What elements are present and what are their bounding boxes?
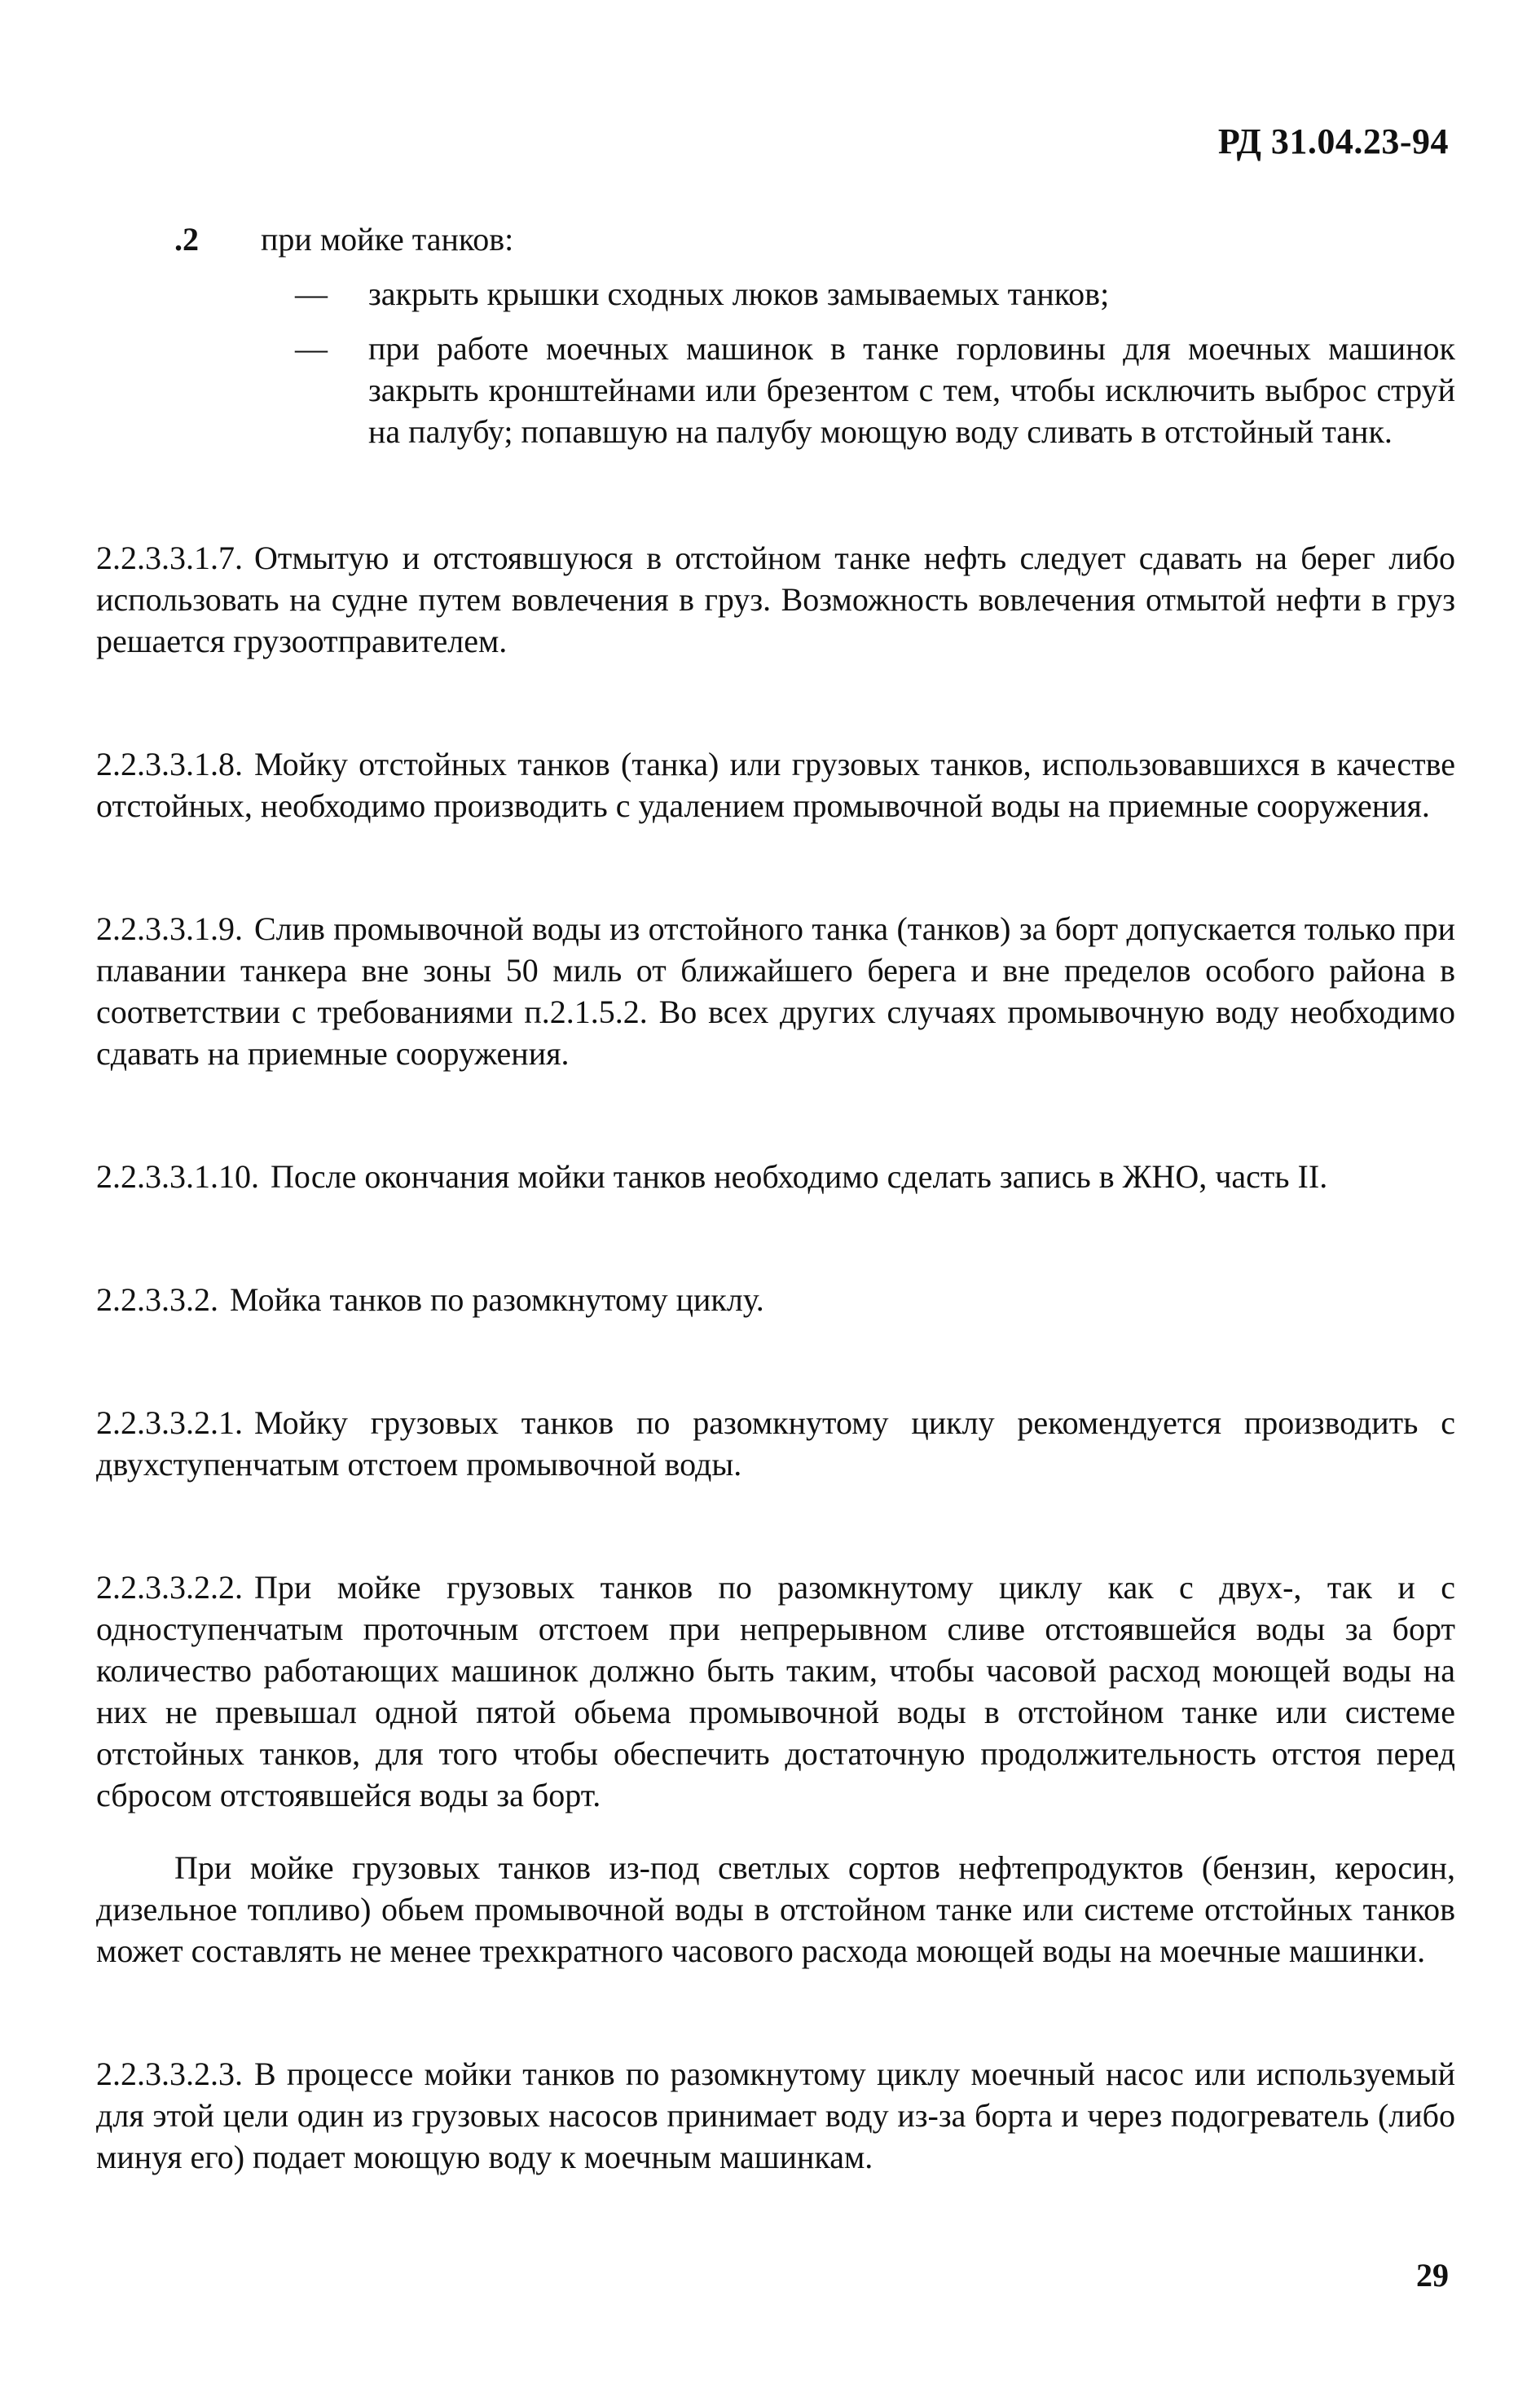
- paragraph-number: 2.2.3.3.2.2.: [96, 1569, 243, 1606]
- document-body: [96, 218, 1455, 2178]
- paragraph-text: При мойке грузовых танков из-под светлых сортов нефтепродуктов (бензин, керосин, дизельное топливо) обьем промывочной воды в отстойном танке или системе отстойных танков может составлять не менее трехкратного часового расхода моющей воды на моечные машинки.: [96, 1849, 1455, 1969]
- list-item: [295, 328, 1455, 452]
- subsection-title: при мойке танков:: [261, 221, 514, 258]
- paragraph: [96, 1279, 1455, 1320]
- paragraph: [96, 1567, 1455, 1816]
- paragraph-text: При мойке грузовых танков по разомкнутому циклу как с двух-, так и с одноступенчатым проточным отстоем при непрерывном сливе отстоявшейся воды за борт количество работающих машинок должно быть таким, чтобы часовой расход моющей воды на них не превышал одной пятой обьема промывочной воды в отстойном танке или системе отстойных танков, для того чтобы обеспечить достаточную продолжительность отстоя перед сбросом отстоявшейся воды за борт.: [96, 1569, 1455, 1813]
- list-item-text: закрыть крышки сходных люков замываемых танков;: [368, 275, 1110, 312]
- paragraph: [96, 1847, 1455, 1972]
- page-number: 29: [1416, 2257, 1449, 2294]
- paragraph-text: Мойка танков по разомкнутому циклу.: [230, 1281, 764, 1318]
- paragraph-number: 2.2.3.3.1.10.: [96, 1158, 259, 1195]
- document-code: РД 31.04.23-94: [1217, 121, 1449, 161]
- paragraph-number: 2.2.3.3.2.3.: [96, 2056, 243, 2092]
- paragraph-number: 2.2.3.3.1.9.: [96, 910, 243, 947]
- paragraph-text: Мойку грузовых танков по разомкнутому циклу рекомендуется производить с двухступенчатым отстоем промывочной воды.: [96, 1404, 1455, 1483]
- subsection-number: .2: [174, 221, 199, 258]
- dash-bullet: —: [295, 275, 328, 312]
- list-item-text: при работе моечных машинок в танке горловины для моечных машинок закрыть кронштейнами или брезентом с тем, чтобы исключить выброс струй на палубу; попавшую на палубу моющую воду сливать в отстойный танк.: [368, 330, 1455, 450]
- paragraph-text: Отмытую и отстоявшуюся в отстойном танке нефть следует сдавать на берег либо использовать на судне путем вовлечения в груз. Возможность вовлечения отмытой нефти в груз решается грузоотправителем.: [96, 540, 1455, 659]
- paragraph-text: В процессе мойки танков по разомкнутому циклу моечный насос или используемый для этой цели один из грузовых насосов принимает воду из-за борта и через подогреватель (либо минуя его) подает моющую воду к моечным машинкам.: [96, 2056, 1455, 2175]
- paragraph: [96, 743, 1455, 826]
- list-item: [295, 273, 1455, 315]
- dash-bullet: —: [295, 330, 328, 367]
- paragraph-text: Слив промывочной воды из отстойного танка (танков) за борт допускается только при плавании танкера вне зоны 50 миль от ближайшего берега и вне пределов особого района в соответствии с требованиями п.2.1.5.2. Во всех других случаях промывочную воду необходимо сдавать на приемные сооружения.: [96, 910, 1455, 1072]
- paragraph-number: 2.2.3.3.1.7.: [96, 540, 243, 576]
- paragraph: [96, 1402, 1455, 1485]
- paragraph-number: 2.2.3.3.2.1.: [96, 1404, 243, 1441]
- paragraph-number: 2.2.3.3.1.8.: [96, 746, 243, 782]
- paragraph-number: 2.2.3.3.2.: [96, 1281, 218, 1318]
- paragraph-text: Мойку отстойных танков (танка) или грузовых танков, использовавшихся в качестве отстойных, необходимо производить с удалением промывочной воды на приемные сооружения.: [96, 746, 1455, 824]
- paragraph: [96, 1156, 1455, 1197]
- paragraph-text: После окончания мойки танков необходимо сделать запись в ЖНО, часть II.: [271, 1158, 1328, 1195]
- paragraph: [96, 908, 1455, 1074]
- paragraph: [96, 537, 1455, 662]
- subsection-heading: [174, 218, 1455, 260]
- paragraph: [96, 2053, 1455, 2178]
